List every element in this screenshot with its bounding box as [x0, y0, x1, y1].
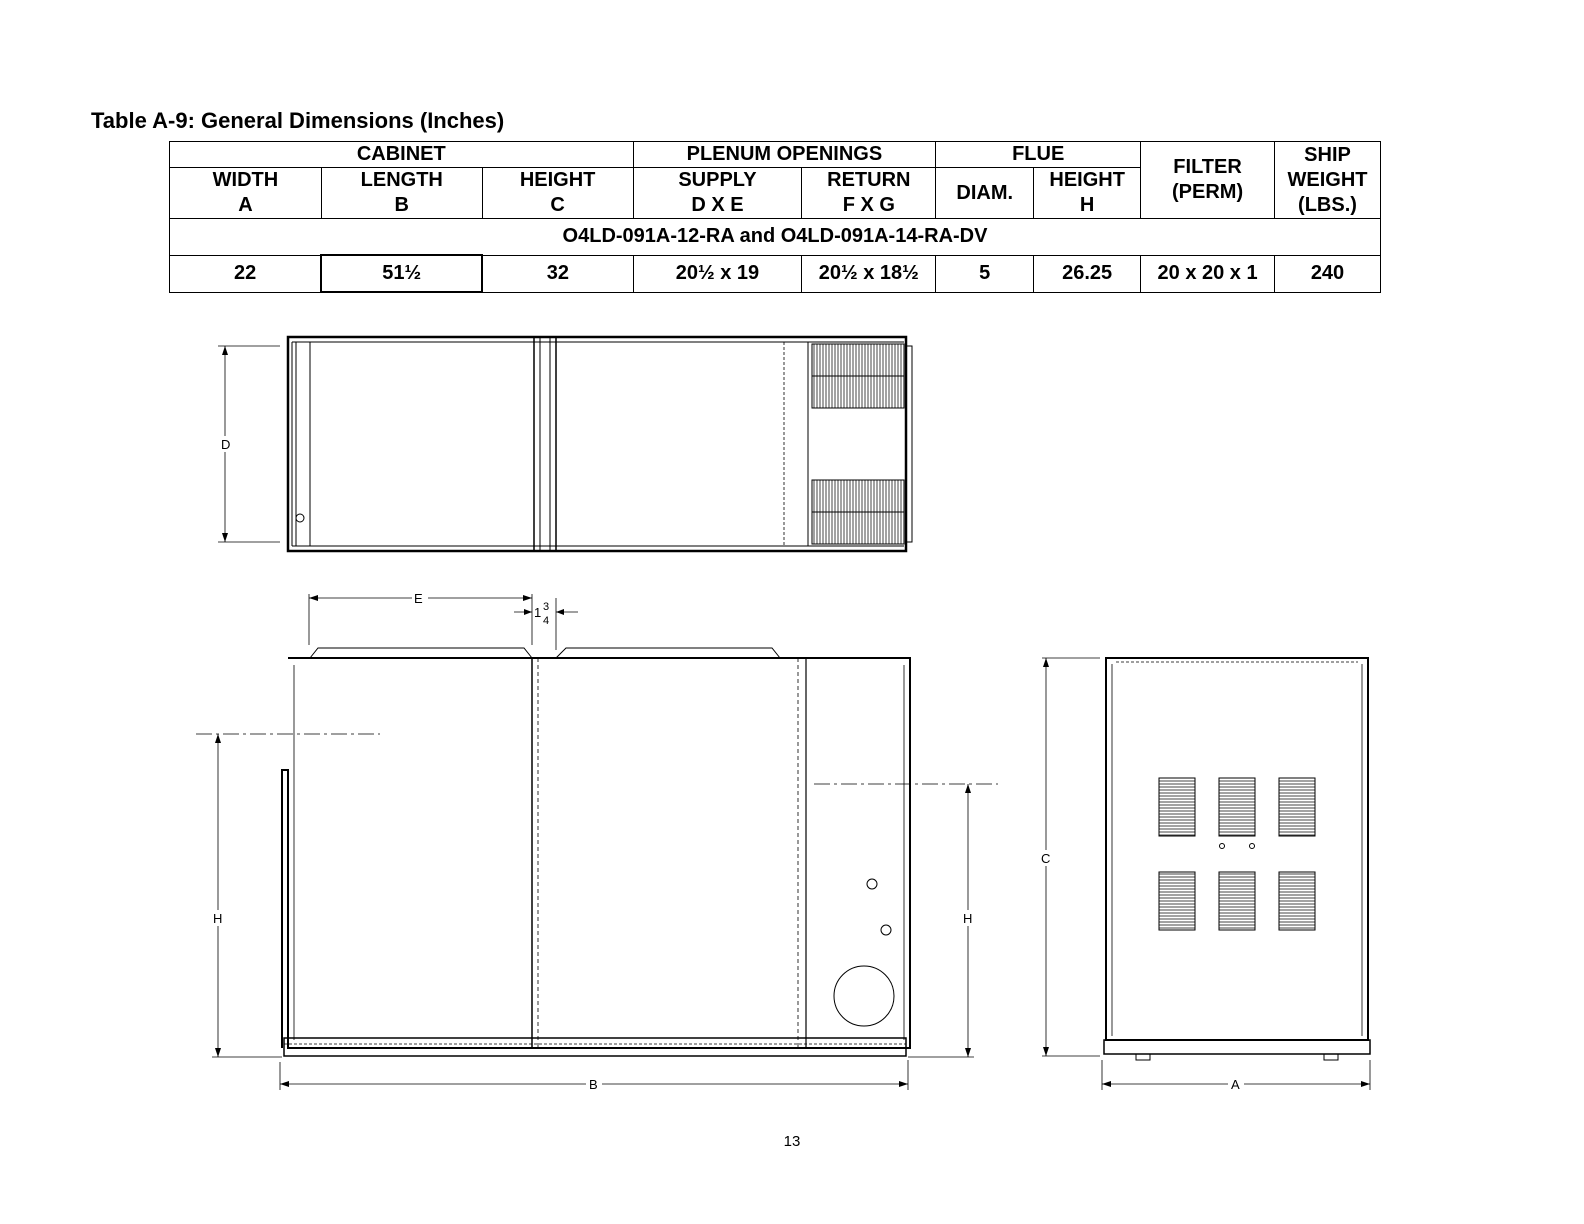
header-ship-weight: SHIP WEIGHT (LBS.)	[1275, 142, 1381, 219]
dim-label-d: D	[221, 437, 231, 452]
dim-label-e: E	[414, 591, 423, 606]
cell-ship-weight: 240	[1275, 255, 1381, 292]
cell-supply: 20½ x 19	[633, 255, 802, 292]
dim-label-h-right: H	[963, 911, 973, 926]
header-return: RETURN F X G	[802, 168, 936, 219]
header-plenum-openings: PLENUM OPENINGS	[633, 142, 936, 168]
cell-width: 22	[170, 255, 322, 292]
header-diam: DIAM.	[936, 168, 1034, 219]
dim-label-gap-whole: 1	[534, 605, 542, 620]
dim-label-h-left: H	[213, 911, 223, 926]
dim-label-gap-num: 3	[543, 601, 550, 613]
model-row: O4LD-091A-12-RA and O4LD-091A-14-RA-DV	[170, 219, 1381, 256]
cell-length: 51½	[321, 255, 482, 292]
dim-label-c: C	[1041, 851, 1051, 866]
header-supply: SUPPLY D X E	[633, 168, 802, 219]
table-title: Table A-9: General Dimensions (Inches)	[91, 108, 505, 133]
page-number: 13	[783, 1133, 801, 1150]
dim-label-a: A	[1231, 1077, 1240, 1092]
header-flue: FLUE	[936, 142, 1141, 168]
header-width: WIDTH A	[170, 168, 322, 219]
header-cabinet: CABINET	[170, 142, 634, 168]
cell-diam: 5	[936, 255, 1034, 292]
cell-filter: 20 x 20 x 1	[1141, 255, 1275, 292]
front-view	[196, 594, 998, 1090]
side-view	[1042, 658, 1370, 1090]
header-filter: FILTER (PERM)	[1141, 142, 1275, 219]
header-flue-height: HEIGHT H	[1034, 168, 1141, 219]
cell-height: 32	[482, 255, 633, 292]
dim-label-gap-den: 4	[543, 615, 550, 627]
cell-flue-height: 26.25	[1034, 255, 1141, 292]
cell-return: 20½ x 18½	[802, 255, 936, 292]
top-view	[218, 337, 912, 551]
header-length: LENGTH B	[321, 168, 482, 219]
dim-label-b: B	[589, 1077, 598, 1092]
header-height: HEIGHT C	[482, 168, 633, 219]
